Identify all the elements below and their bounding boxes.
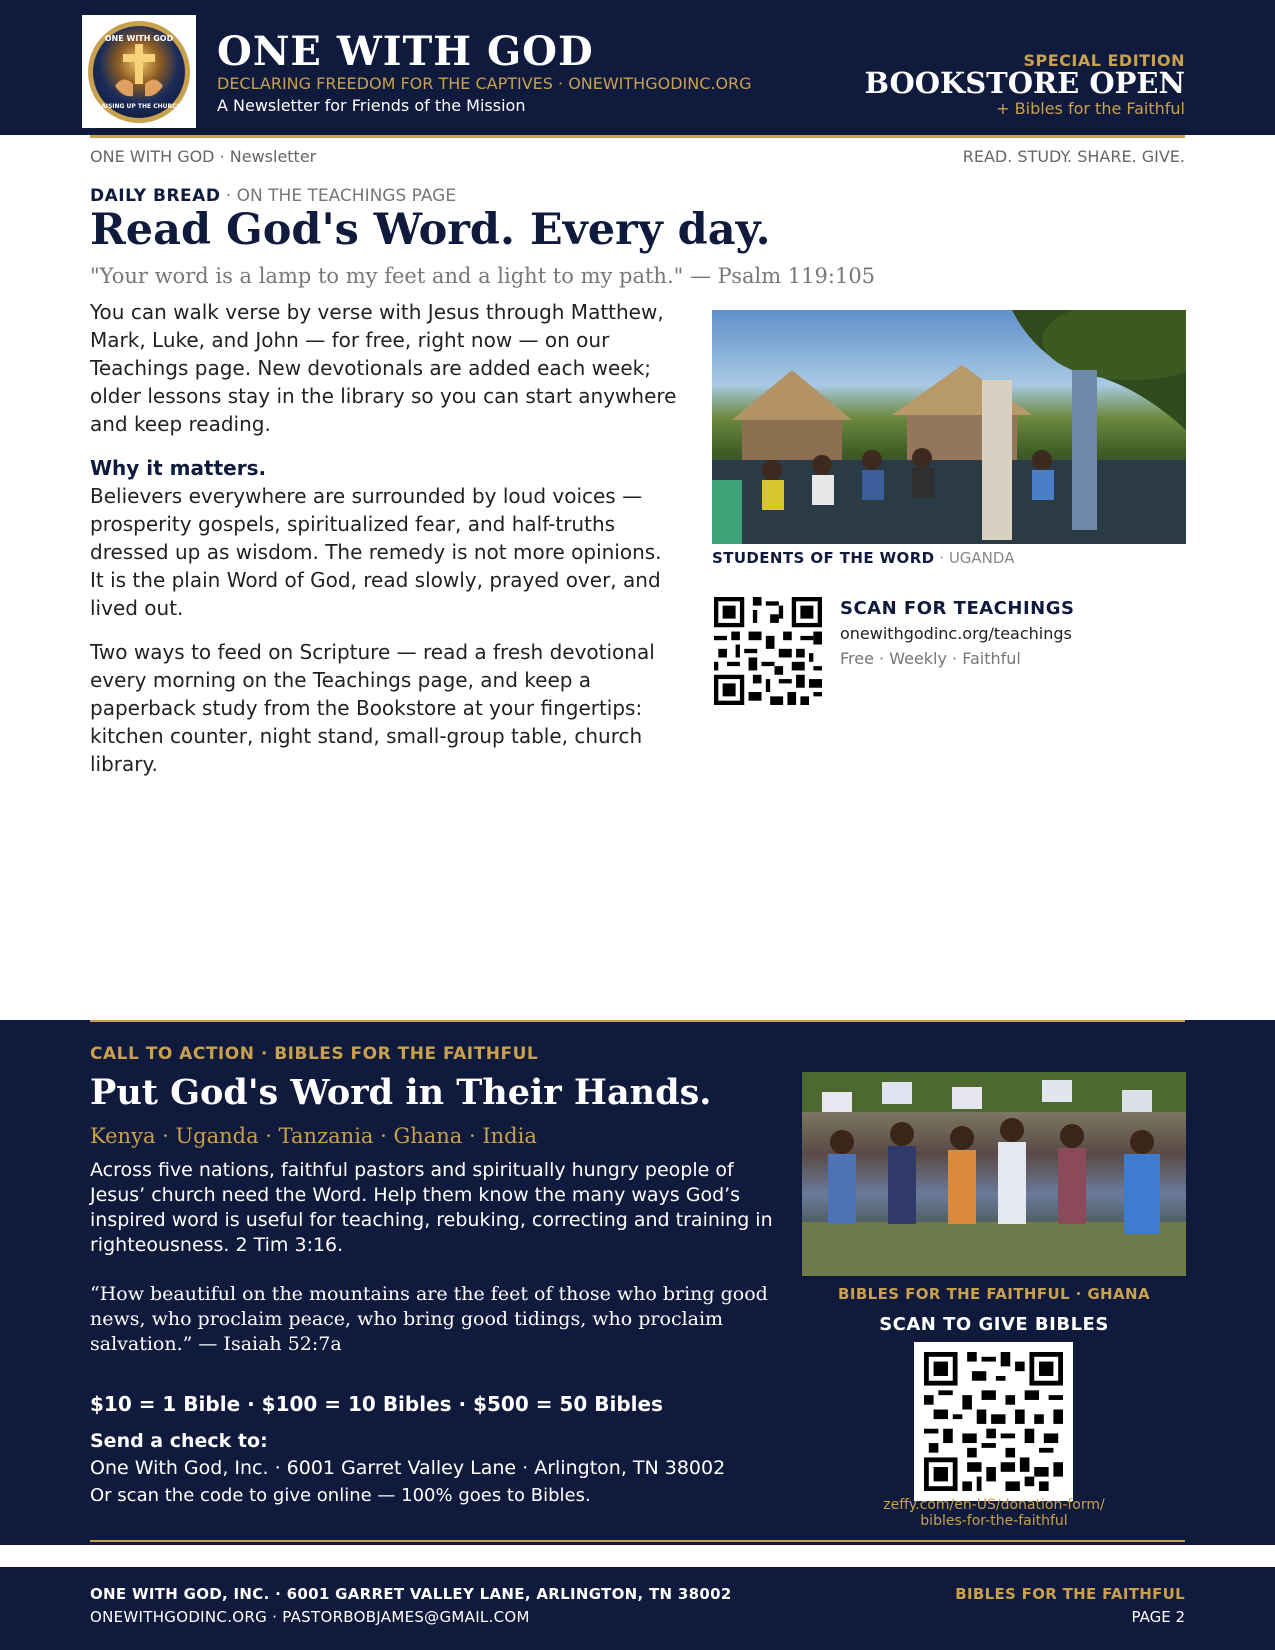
give-online-note: Or scan the code to give online — 100% goes to Bibles.	[90, 1485, 591, 1506]
ministry-logo	[82, 15, 196, 128]
article-body	[90, 298, 680, 794]
ghana-photo	[802, 1072, 1186, 1276]
cta-countries: Kenya · Uganda · Tanzania · Ghana · India	[90, 1124, 537, 1148]
footer-program: BIBLES FOR THE FAITHFUL	[955, 1585, 1185, 1603]
article-paragraph: Believers everywhere are surrounded by loud voices — prosperity gospels, spiritualized fear, and half-truths dressed up as wisdom. The remedy is not more opinions. It is the plain Word of God, read slowly, prayed over, and lived out.	[90, 484, 662, 620]
article-paragraph: Two ways to feed on Scripture — read a fresh devotional every morning on the Teachings page, and keep a paperback study from the Bookstore at your fingertips: kitchen counter, night stand, small-group table, church library.	[90, 640, 655, 776]
cta-title: Put God's Word in Their Hands.	[90, 1072, 712, 1113]
donation-qr-code[interactable]	[924, 1352, 1063, 1491]
kicker-rest: · ON THE TEACHINGS PAGE	[225, 186, 457, 206]
cta-body: Across five nations, faithful pastors and spiritually hungry people of Jesus’ church need the Word. Help them know the many ways God’s inspired word is useful for teaching, rebuking, correcting and training in righteousness. 2 Tim 3:16.	[90, 1159, 773, 1256]
article-paragraph: You can walk verse by verse with Jesus through Matthew, Mark, Luke, and John — for free, right now — on our Teachings page. New devotionals are added each week; older lessons stay in the library so you can start anywhere and keep reading.	[90, 300, 677, 436]
masthead-rule	[90, 135, 1185, 138]
article-kicker	[90, 186, 456, 206]
article-verse: "Your word is a lamp to my feet and a light to my path." — Psalm 119:105	[90, 264, 876, 288]
donation-url-line-1[interactable]: zeffy.com/en-US/donation-form/	[883, 1497, 1105, 1513]
logo-text-top: ONE WITH GOD	[104, 34, 174, 43]
photo-caption	[712, 549, 1014, 567]
ghana-caption: BIBLES FOR THE FAITHFUL · GHANA	[838, 1285, 1150, 1303]
kicker-bold: DAILY BREAD	[90, 186, 221, 206]
scan-give-title: SCAN TO GIVE BIBLES	[879, 1314, 1109, 1335]
brand-tagline: A Newsletter for Friends of the Mission	[217, 96, 526, 115]
caption-rest: · UGANDA	[939, 549, 1015, 567]
footer-address: ONE WITH GOD, INC. · 6001 GARRET VALLEY LANE, ARLINGTON, TN 38002	[90, 1585, 732, 1603]
footer-contact: ONEWITHGODINC.ORG · PASTORBOBJAMES@GMAIL.COM	[90, 1608, 530, 1626]
give-qr-frame[interactable]	[914, 1342, 1073, 1501]
cta-bottom-rule	[90, 1540, 1185, 1542]
cta-kicker: CALL TO ACTION · BIBLES FOR THE FAITHFUL	[90, 1044, 539, 1064]
logo-ring	[88, 21, 190, 123]
logo-text-bottom: RAISING UP THE CHURCH	[96, 103, 182, 110]
logo-emblem	[93, 26, 185, 118]
why-heading: Why it matters.	[90, 456, 267, 480]
brand-subtitle: DECLARING FREEDOM FOR THE CAPTIVES · ONEWITHGODINC.ORG	[217, 74, 752, 93]
teachings-meta: Free · Weekly · Faithful	[840, 649, 1021, 668]
runner-left: ONE WITH GOD · Newsletter	[90, 147, 317, 166]
cta-top-rule	[90, 1020, 1185, 1022]
caption-bold: STUDENTS OF THE WORD	[712, 549, 935, 567]
scan-teachings-title: SCAN FOR TEACHINGS	[840, 598, 1075, 619]
cta-quote: “How beautiful on the mountains are the feet of those who bring good news, who proclaim peace, who bring good tidings, who proclaim salvation.” — Isaiah 52:7a	[90, 1283, 768, 1355]
donation-url[interactable]	[802, 1497, 1186, 1529]
bibles-subhead: + Bibles for the Faithful	[996, 99, 1185, 118]
check-address: One With God, Inc. · 6001 Garret Valley Lane · Arlington, TN 38002	[90, 1457, 726, 1479]
village-study-photo	[712, 310, 1186, 544]
edition-label: SPECIAL EDITION	[1023, 51, 1185, 70]
article-headline: Read God's Word. Every day.	[90, 205, 771, 255]
brand-title: ONE WITH GOD	[217, 28, 594, 75]
donation-url-line-2[interactable]: bibles-for-the-faithful	[920, 1513, 1068, 1529]
teachings-url[interactable]: onewithgodinc.org/teachings	[840, 624, 1072, 643]
bible-distribution-photo	[802, 1072, 1186, 1276]
bookstore-headline: BOOKSTORE OPEN	[864, 66, 1185, 100]
uganda-photo	[712, 310, 1186, 544]
check-heading: Send a check to:	[90, 1430, 268, 1452]
runner-right: READ. STUDY. SHARE. GIVE.	[962, 147, 1185, 166]
bible-pricing: $10 = 1 Bible · $100 = 10 Bibles · $500 = 50 Bibles	[90, 1392, 663, 1416]
teachings-qr-code[interactable]	[714, 597, 822, 705]
page-number: PAGE 2	[1131, 1608, 1185, 1626]
